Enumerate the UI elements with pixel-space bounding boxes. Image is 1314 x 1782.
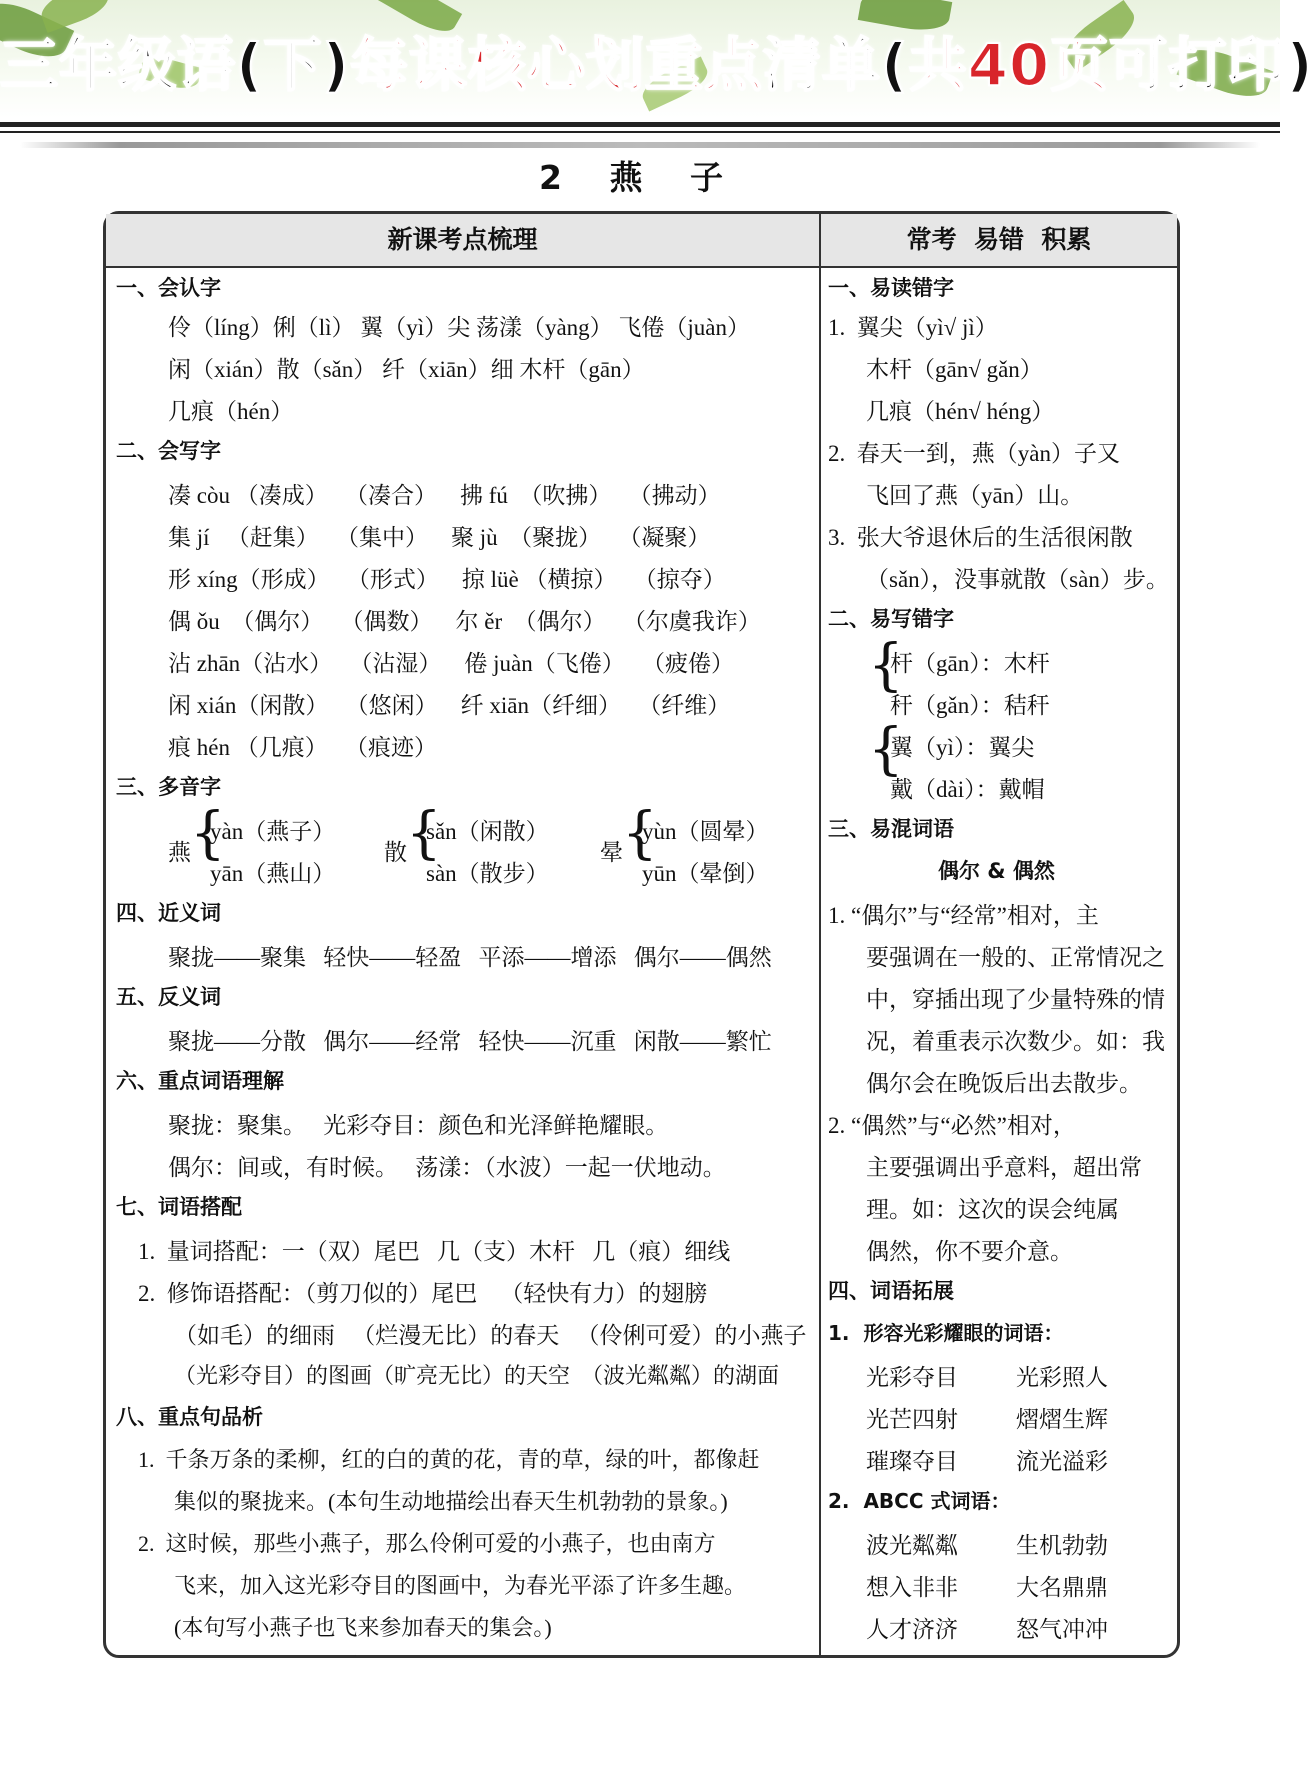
subheading: 1. 形容光彩耀眼的词语： xyxy=(828,1321,1064,1345)
word-item: 人才济济 xyxy=(866,1617,958,1642)
text-line: 1. “偶尔”与“经常”相对，主 xyxy=(828,903,1099,928)
divider-rule xyxy=(0,131,1280,133)
banner-title-part1: 三年级语(下) xyxy=(0,31,351,99)
text-line: 杆（gān）：木杆 xyxy=(890,651,1050,676)
section-heading: 七、词语搭配 xyxy=(116,1195,242,1219)
text-line: 2. 修饰语搭配：（剪刀似的）尾巴 （轻快有力）的翅膀 xyxy=(138,1281,708,1306)
section-heading: 四、词语拓展 xyxy=(828,1279,954,1303)
text-line: 翼（yì）：翼尖 xyxy=(890,735,1035,760)
word-item: 熠熠生辉 xyxy=(1016,1407,1108,1432)
word-item: 波光粼粼 xyxy=(866,1533,958,1558)
polyphone-reading: yān（燕山） xyxy=(210,861,336,886)
text-line: 1. 千条万条的柔柳，红的白的黄的花，青的草，绿的叶，都像赶 xyxy=(138,1447,760,1472)
text-line: （光彩夺目）的图画（旷亮无比）的天空 （波光粼粼）的湖面 xyxy=(174,1363,780,1388)
text-line: 几痕（hén） xyxy=(168,399,294,424)
polyphone-reading: yùn（圆晕） xyxy=(642,819,769,844)
word-item: 璀璨夺目 xyxy=(866,1449,958,1474)
write-row: 集 jí （赶集） （集中） 聚 jù （聚拢） （凝聚） xyxy=(168,525,711,550)
word-item: 大名鼎鼎 xyxy=(1016,1575,1108,1600)
text-line: 况，着重表示次数少。如：我 xyxy=(866,1029,1165,1054)
brace-icon: { xyxy=(190,801,226,866)
polyphone-reading: yūn（晕倒） xyxy=(642,861,769,886)
text-line: 2. 这时候，那些小燕子，那么伶俐可爱的小燕子，也由南方 xyxy=(138,1531,716,1556)
polyphone-reading: sàn（散步） xyxy=(426,861,549,886)
section-heading: 四、近义词 xyxy=(116,901,221,925)
column-divider xyxy=(819,214,821,1655)
text-line: 木杆（gān√ gǎn） xyxy=(866,357,1043,382)
brace-icon: { xyxy=(622,801,658,866)
text-line: 主要强调出乎意料，超出常 xyxy=(866,1155,1142,1180)
text-line: 聚拢——聚集 轻快——轻盈 平添——增添 偶尔——偶然 xyxy=(168,945,772,970)
text-line: 秆（gǎn）：秸秆 xyxy=(890,693,1050,718)
text-line: 2. 春天一到，燕（yàn）子又 xyxy=(828,441,1120,466)
text-line: 理。如：这次的误会纯属 xyxy=(866,1197,1119,1222)
text-line: （如毛）的细雨 （烂漫无比）的春天 （伶俐可爱）的小燕子 xyxy=(174,1323,807,1348)
text-line: 几痕（hén√ héng） xyxy=(866,399,1055,424)
text-line: 要强调在一般的、正常情况之 xyxy=(866,945,1165,970)
word-item: 光彩照人 xyxy=(1016,1365,1108,1390)
lesson-title: 2 燕 子 xyxy=(539,158,741,197)
polyphone-reading: yàn（燕子） xyxy=(210,819,336,844)
left-column-header: 新课考点梳理 xyxy=(387,225,538,254)
word-item: 怒气冲冲 xyxy=(1016,1617,1108,1642)
divider-rule xyxy=(20,142,1260,148)
text-line: 集似的聚拢来。(本句生动地描绘出春天生机勃勃的景象。) xyxy=(174,1489,728,1514)
section-heading: 二、易写错字 xyxy=(828,607,954,631)
text-line: 2. “偶然”与“必然”相对， xyxy=(828,1113,1076,1138)
text-line: 1. 量词搭配：一（双）尾巴 几（支）木杆 几（痕）细线 xyxy=(138,1239,731,1264)
section-heading: 三、易混词语 xyxy=(828,817,954,841)
section-heading: 八、重点句品析 xyxy=(116,1405,263,1429)
banner-title-part4: 共40页 xyxy=(908,31,1110,99)
text-line: （sǎn），没事就散（sàn）步。 xyxy=(866,567,1169,592)
write-row: 形 xíng（形成） （形式） 掠 lüè （横掠） （掠夺） xyxy=(168,567,726,592)
write-row: 凑 còu （凑成） （凑合） 拂 fú （吹拂） （拂动） xyxy=(168,483,721,508)
subheading: 偶尔 & 偶然 xyxy=(938,859,1055,883)
section-heading: 五、反义词 xyxy=(116,985,221,1009)
word-item: 生机勃勃 xyxy=(1016,1533,1108,1558)
write-row: 沾 zhān（沾水） （沾湿） 倦 juàn（飞倦） （疲倦） xyxy=(168,651,735,676)
text-line: 聚拢——分散 偶尔——经常 轻快——沉重 闲散——繁忙 xyxy=(168,1029,772,1054)
word-item: 想入非非 xyxy=(866,1575,958,1600)
brace-icon: { xyxy=(868,633,904,698)
text-line: (本句写小燕子也飞来参加春天的集会。) xyxy=(174,1615,552,1640)
subheading: 2. ABCC 式词语： xyxy=(828,1489,1011,1513)
banner-title-part5: 可打印) xyxy=(1109,31,1314,99)
word-item: 光彩夺目 xyxy=(866,1365,958,1390)
banner-title-part2: 每课核心划重点 xyxy=(350,31,764,99)
header-banner xyxy=(0,0,1314,118)
divider-rule xyxy=(0,122,1280,127)
text-line: 偶尔会在晚饭后出去散步。 xyxy=(866,1071,1142,1096)
brace-icon: { xyxy=(868,717,904,782)
word-item: 流光溢彩 xyxy=(1016,1449,1108,1474)
text-line: 聚拢：聚集。 光彩夺目：颜色和光泽鲜艳耀眼。 xyxy=(168,1113,669,1138)
write-row: 闲 xián（闲散） （悠闲） 纤 xiān（纤细） （纤维） xyxy=(168,693,731,718)
text-line: 飞来，加入这光彩夺目的图画中，为春光平添了许多生趣。 xyxy=(174,1573,747,1598)
table-header xyxy=(106,214,1177,268)
section-heading: 二、会写字 xyxy=(116,439,221,463)
notes-table xyxy=(103,211,1180,1658)
text-line: 飞回了燕（yān）山。 xyxy=(866,483,1084,508)
banner-title-part3: 清单( xyxy=(763,31,909,99)
text-line: 闲（xián）散（sǎn） 纤（xiān）细 木杆（gān） xyxy=(168,357,645,382)
section-heading: 三、多音字 xyxy=(116,775,221,799)
section-heading: 一、会认字 xyxy=(116,276,221,300)
write-row: 痕 hén （几痕） （痕迹） xyxy=(168,735,437,760)
polyphone-char: 燕 xyxy=(168,840,191,865)
text-line: 伶（líng）俐（lì） 翼（yì）尖 荡漾（yàng） 飞倦（juàn） xyxy=(168,315,751,340)
text-line: 戴（dài）：戴帽 xyxy=(890,777,1045,802)
text-line: 偶尔：间或，有时候。 荡漾：（水波）一起一伏地动。 xyxy=(168,1155,726,1180)
word-item: 光芒四射 xyxy=(866,1407,958,1432)
text-line: 偶然，你不要介意。 xyxy=(866,1239,1073,1264)
text-line: 1. 翼尖（yì√ jì） xyxy=(828,315,998,340)
write-row: 偶 ǒu （偶尔） （偶数） 尔 ěr （偶尔） （尔虞我诈） xyxy=(168,609,761,634)
banner-title xyxy=(0,18,1314,102)
polyphone-char: 晕 xyxy=(600,840,623,865)
text-line: 3. 张大爷退休后的生活很闲散 xyxy=(828,525,1133,550)
section-heading: 一、易读错字 xyxy=(828,276,954,300)
section-heading: 六、重点词语理解 xyxy=(116,1069,284,1093)
polyphone-char: 散 xyxy=(384,840,407,865)
text-line: 中，穿插出现了少量特殊的情 xyxy=(866,987,1165,1012)
right-column-header: 常考 易错 积累 xyxy=(906,225,1092,254)
polyphone-reading: sǎn（闲散） xyxy=(426,819,549,844)
brace-icon: { xyxy=(406,801,442,866)
